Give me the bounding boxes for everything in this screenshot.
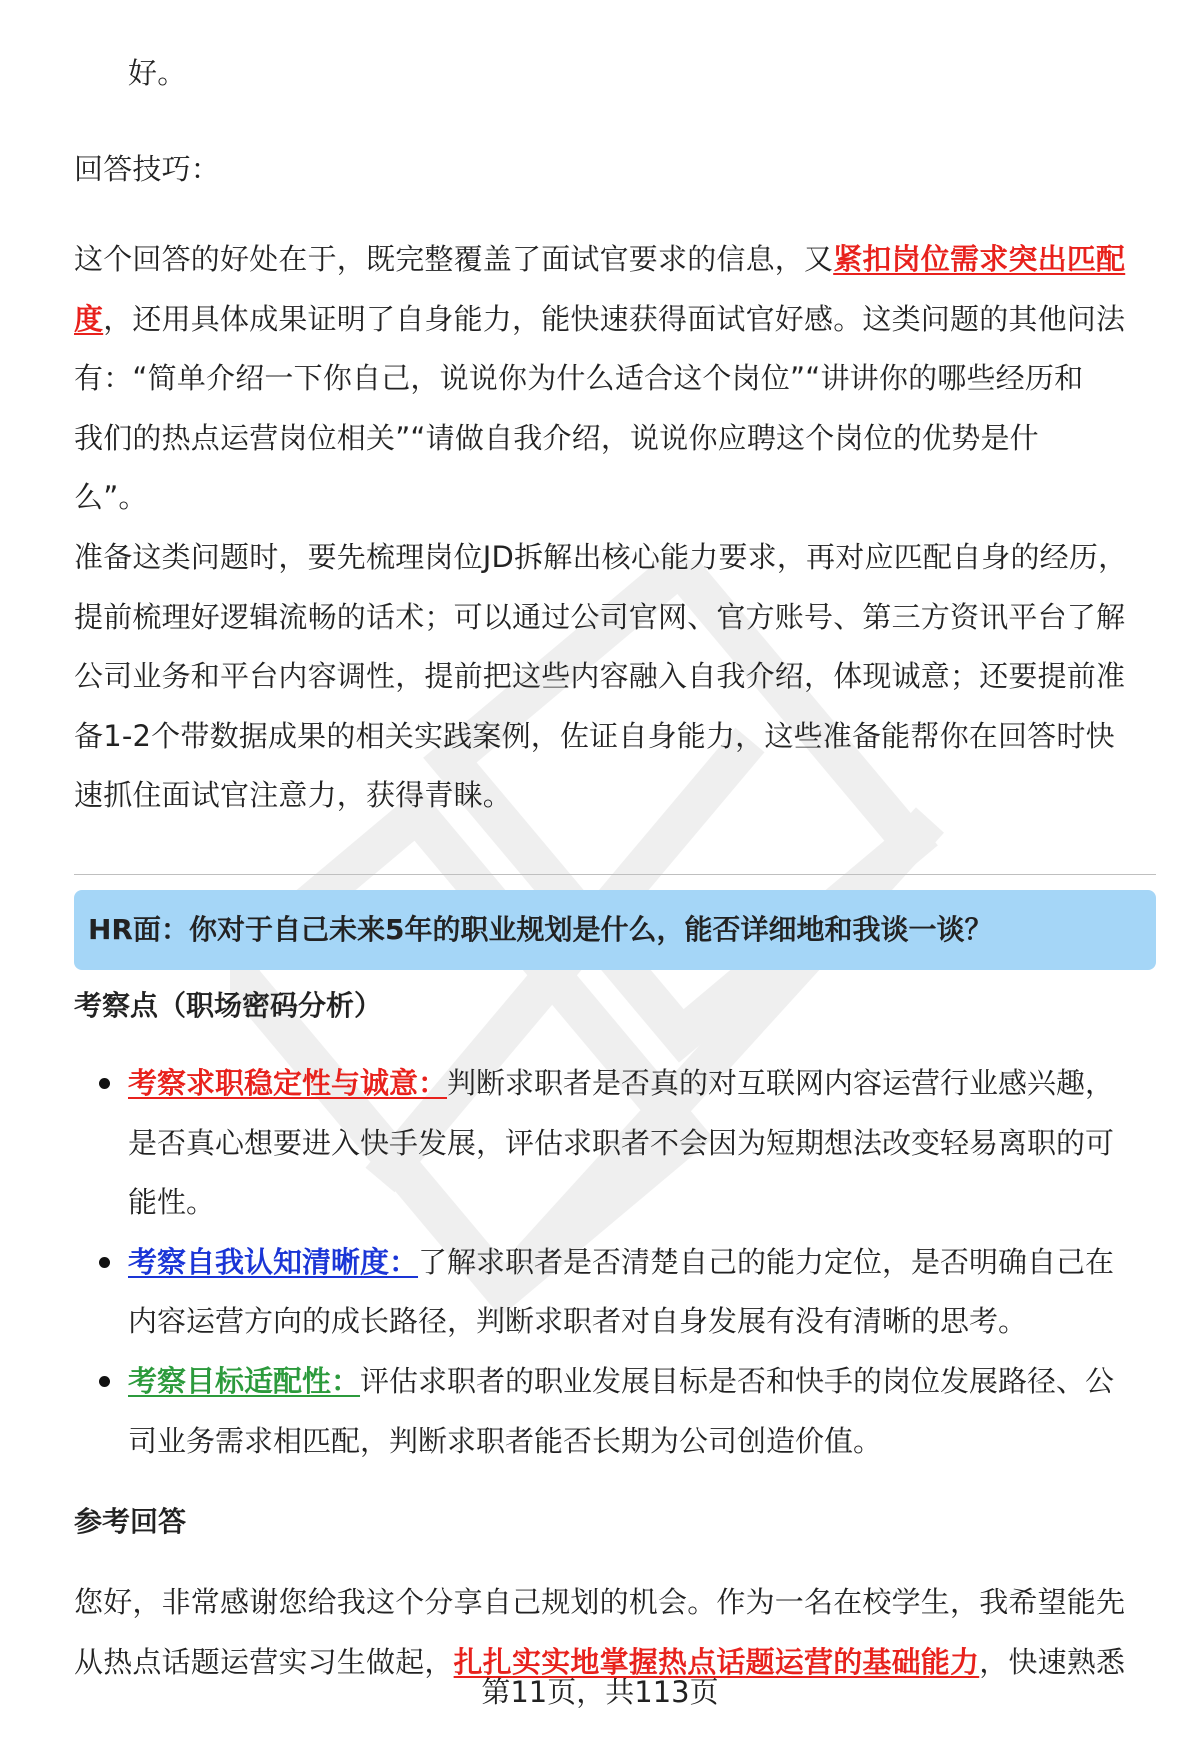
para2-line-2: 提前梳理好逻辑流畅的话术；可以通过公司官网、官方账号、第三方资讯平台了解 [74, 599, 1126, 634]
answer-line-1: 您好，非常感谢您给我这个分享自己规划的机会。作为一名在校学生，我希望能先 [74, 1585, 1126, 1619]
highlight-match-end: 度 [74, 301, 104, 336]
highlight-basic-ability: 扎扎实实地掌握热点话题运营的基础能力 [453, 1644, 980, 1679]
question-text: HR面：你对于自己未来5年的职业规划是什么，能否详细地和我谈一谈？ [88, 913, 993, 946]
bullet-item-goal-fit [74, 1352, 1156, 1471]
continued-line: 好。 [128, 56, 187, 90]
bullet-1-line-1 [128, 1054, 1156, 1114]
bullet-item-self-awareness [74, 1233, 1156, 1352]
bullet-text: 判断求职者是否真的对互联网内容运营行业感兴趣， [447, 1066, 1115, 1100]
para1-line-3: 有：“简单介绍一下你自己，说说你为什么适合这个岗位”“讲讲你的哪些经历和 [74, 361, 1084, 396]
para2-line-5: 速抓住面试官注意力，获得青睐。 [74, 778, 513, 813]
para1-line-2 [74, 290, 1149, 350]
para1-line-1 [74, 230, 1149, 290]
tips-label [74, 140, 1149, 200]
bullet-text: 评估求职者的职业发展目标是否和快手的岗位发展路径、公 [360, 1363, 1115, 1398]
bullet-3-line-2: 司业务需求相匹配，判断求职者能否长期为公司创造价值。 [128, 1423, 883, 1458]
tips-label-text: 回答技巧： [74, 152, 221, 186]
highlight-match: 紧扣岗位需求突出匹配 [833, 242, 1126, 276]
bullet-1-line-3: 能性。 [128, 1185, 216, 1220]
bullet-item-stability [74, 1054, 1156, 1233]
page-number-footer: 第11页，共113页 [481, 1675, 719, 1709]
bullet-text: 了解求职者是否清楚自己的能力定位，是否明确自己在 [418, 1244, 1115, 1279]
bullet-label-self-awareness: 考察自我认知清晰度： [128, 1244, 419, 1279]
bullet-label-stability: 考察求职稳定性与诚意： [128, 1066, 448, 1100]
tips-paragraph-2 [74, 528, 1149, 826]
bullet-dot-icon [99, 1078, 110, 1089]
para2-line-1: 准备这类问题时，要先梳理岗位JD拆解出核心能力要求，再对应匹配自身的经历， [74, 540, 1128, 574]
para1-line-4: 我们的热点运营岗位相关”“请做自我介绍，说说你应聘这个岗位的优势是什 [74, 420, 1039, 455]
answer-text: 从热点话题运营实习生做起， [74, 1644, 454, 1679]
para2-line-3: 公司业务和平台内容调性，提前把这些内容融入自我介绍，体现诚意；还要提前准 [74, 659, 1126, 694]
tips-paragraph-1 [74, 230, 1149, 528]
reference-answer-heading: 参考回答 [74, 1505, 187, 1538]
bullet-1-line-2: 是否真心想要进入快手发展，评估求职者不会因为短期想法改变轻易离职的可 [128, 1125, 1115, 1160]
bullet-dot-icon [99, 1257, 110, 1268]
para1-text: 这个回答的好处在于，既完整覆盖了面试官要求的信息，又 [74, 242, 834, 276]
bullet-dot-icon [99, 1376, 110, 1387]
bullet-label-goal-fit: 考察目标适配性： [128, 1363, 361, 1398]
bullet-3-line-1 [128, 1352, 1156, 1412]
answer-text: ，快速熟悉 [979, 1644, 1126, 1679]
question-box [74, 890, 1156, 970]
bullet-2-line-2: 内容运营方向的成长路径，判断求职者对自身发展有没有清晰的思考。 [128, 1304, 1028, 1339]
para1-text: ，还用具体成果证明了自身能力，能快速获得面试官好感。这类问题的其他问法 [103, 301, 1126, 336]
analysis-heading: 考察点（职场密码分析） [74, 989, 383, 1022]
bullet-2-line-1 [128, 1233, 1156, 1293]
para1-line-5: 么”。 [74, 480, 148, 515]
para2-line-4: 备1-2个带数据成果的相关实践案例，佐证自身能力，这些准备能帮你在回答时快 [74, 718, 1115, 753]
analysis-bullet-list [74, 1054, 1156, 1471]
continued-text [128, 44, 1200, 104]
section-divider [74, 874, 1156, 875]
